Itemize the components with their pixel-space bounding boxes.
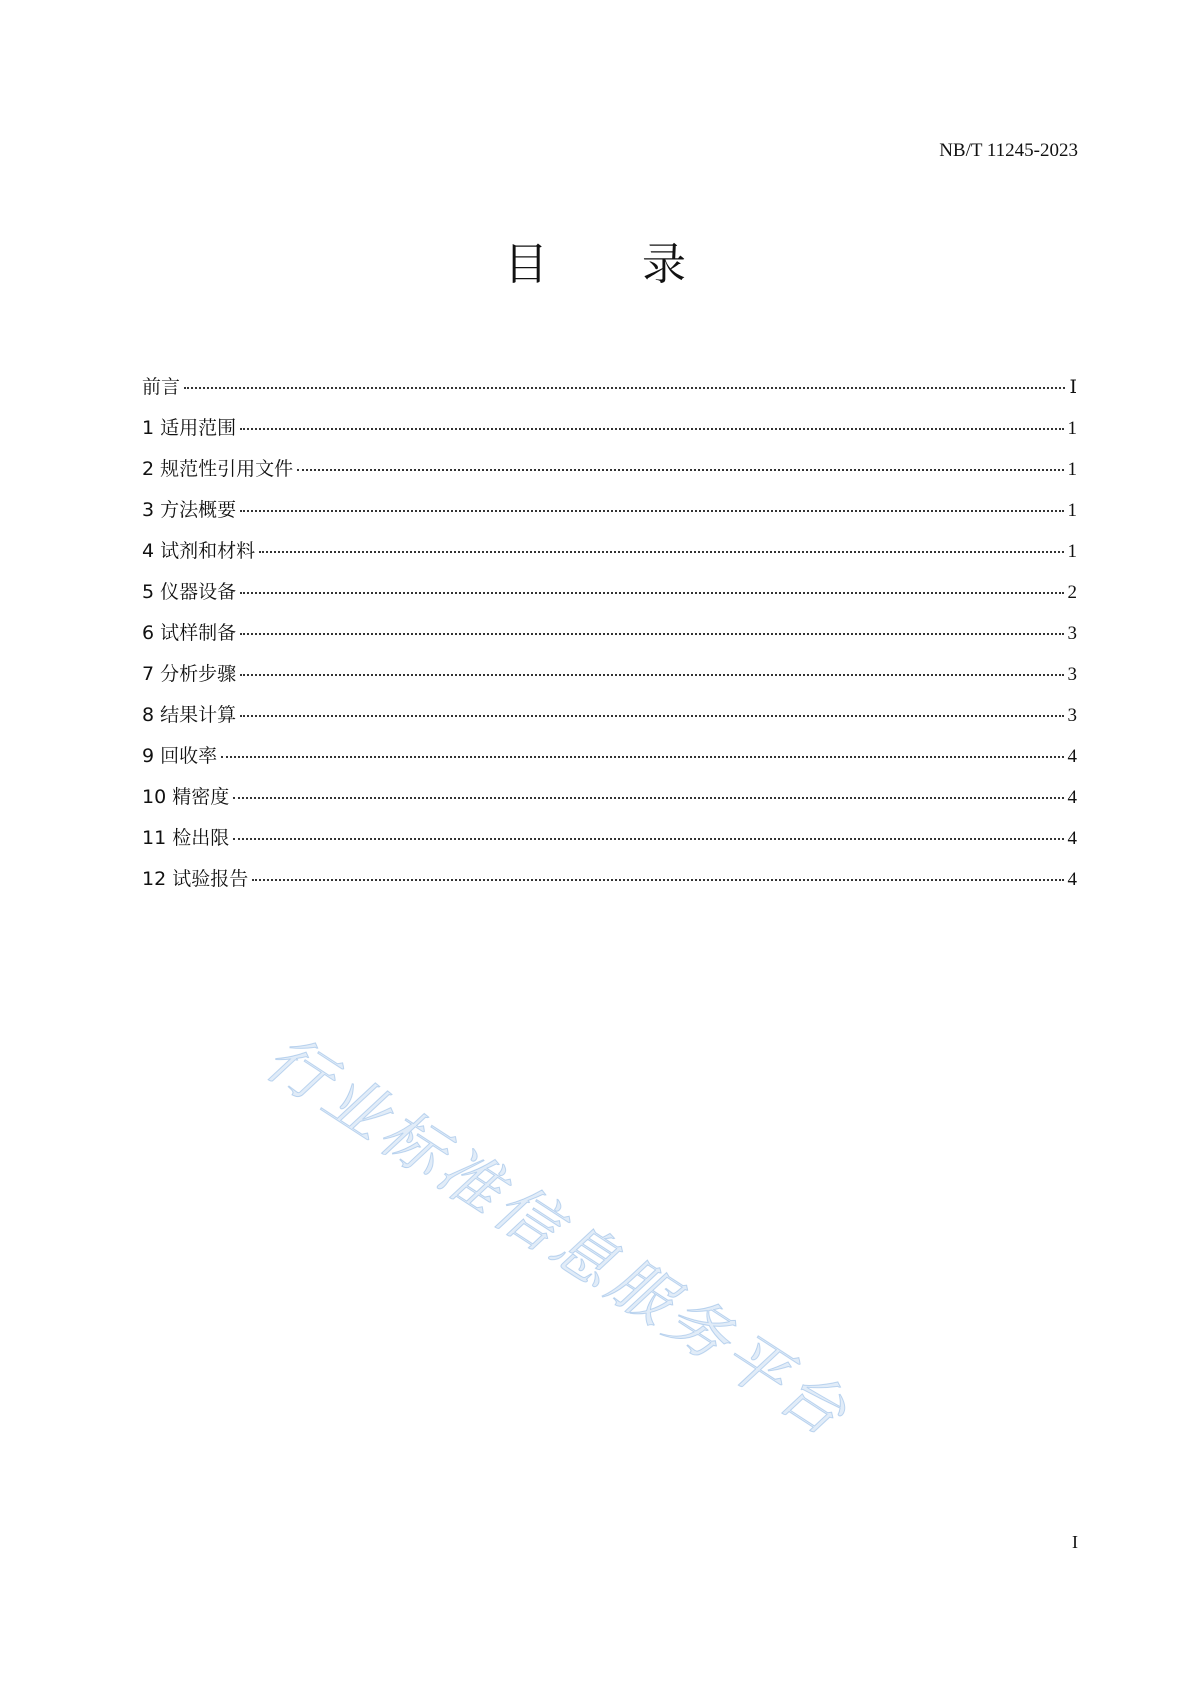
toc-entry-page: 4 (1067, 828, 1077, 849)
toc-dot-leader (297, 469, 1063, 471)
toc-entry-method-summary[interactable] (142, 495, 1077, 536)
toc-entry-label: 4 试剂和材料 (142, 540, 256, 562)
toc-dot-leader (240, 592, 1063, 594)
toc-entry-reagents[interactable] (142, 536, 1077, 577)
toc-entry-label: 2 规范性引用文件 (142, 458, 294, 480)
toc-dot-leader (233, 797, 1063, 799)
toc-dot-leader (240, 715, 1063, 717)
toc-entry-page: 1 (1067, 418, 1077, 439)
table-of-contents (142, 372, 1077, 905)
toc-entry-page: 3 (1067, 623, 1077, 644)
toc-entry-label: 5 仪器设备 (142, 581, 237, 603)
toc-entry-label: 9 回收率 (142, 745, 218, 767)
toc-entry-page: Ⅰ (1069, 377, 1077, 398)
toc-dot-leader (259, 551, 1063, 553)
toc-entry-detection-limit[interactable] (142, 823, 1077, 864)
toc-entry-label: 3 方法概要 (142, 499, 237, 521)
toc-dot-leader (240, 633, 1063, 635)
toc-dot-leader (221, 756, 1063, 758)
page-title: 目 录 (504, 239, 726, 290)
toc-entry-label: 前言 (142, 376, 181, 398)
toc-entry-apparatus[interactable] (142, 577, 1077, 618)
toc-entry-page: 1 (1067, 459, 1077, 480)
toc-entry-page: 3 (1067, 705, 1077, 726)
toc-dot-leader (240, 428, 1063, 430)
toc-entry-label: 8 结果计算 (142, 704, 237, 726)
toc-entry-label: 1 适用范围 (142, 417, 237, 439)
toc-dot-leader (233, 838, 1063, 840)
toc-entry-page: 1 (1067, 541, 1077, 562)
toc-entry-label: 7 分析步骤 (142, 663, 237, 685)
toc-entry-label: 11 检出限 (142, 827, 230, 849)
toc-entry-sample-preparation[interactable] (142, 618, 1077, 659)
toc-entry-label: 6 试样制备 (142, 622, 237, 644)
toc-dot-leader (240, 510, 1063, 512)
toc-entry-label: 12 试验报告 (142, 868, 249, 890)
toc-entry-test-report[interactable] (142, 864, 1077, 905)
watermark: 行业标准信息服务平台 (253, 1020, 864, 1453)
toc-entry-scope[interactable] (142, 413, 1077, 454)
page-number: I (1072, 1532, 1078, 1552)
toc-dot-leader (252, 879, 1063, 881)
toc-entry-page: 4 (1067, 746, 1077, 767)
toc-entry-page: 2 (1067, 582, 1077, 603)
toc-entry-precision[interactable] (142, 782, 1077, 823)
toc-entry-label: 10 精密度 (142, 786, 230, 808)
toc-entry-calculation[interactable] (142, 700, 1077, 741)
standard-code: NB/T 11245-2023 (939, 140, 1078, 161)
toc-dot-leader (184, 387, 1065, 389)
toc-entry-foreword[interactable] (142, 372, 1077, 413)
toc-entry-page: 4 (1067, 869, 1077, 890)
toc-entry-page: 1 (1067, 500, 1077, 521)
toc-entry-normative-references[interactable] (142, 454, 1077, 495)
toc-entry-page: 3 (1067, 664, 1077, 685)
toc-dot-leader (240, 674, 1063, 676)
toc-entry-page: 4 (1067, 787, 1077, 808)
toc-entry-recovery[interactable] (142, 741, 1077, 782)
toc-entry-analysis-steps[interactable] (142, 659, 1077, 700)
